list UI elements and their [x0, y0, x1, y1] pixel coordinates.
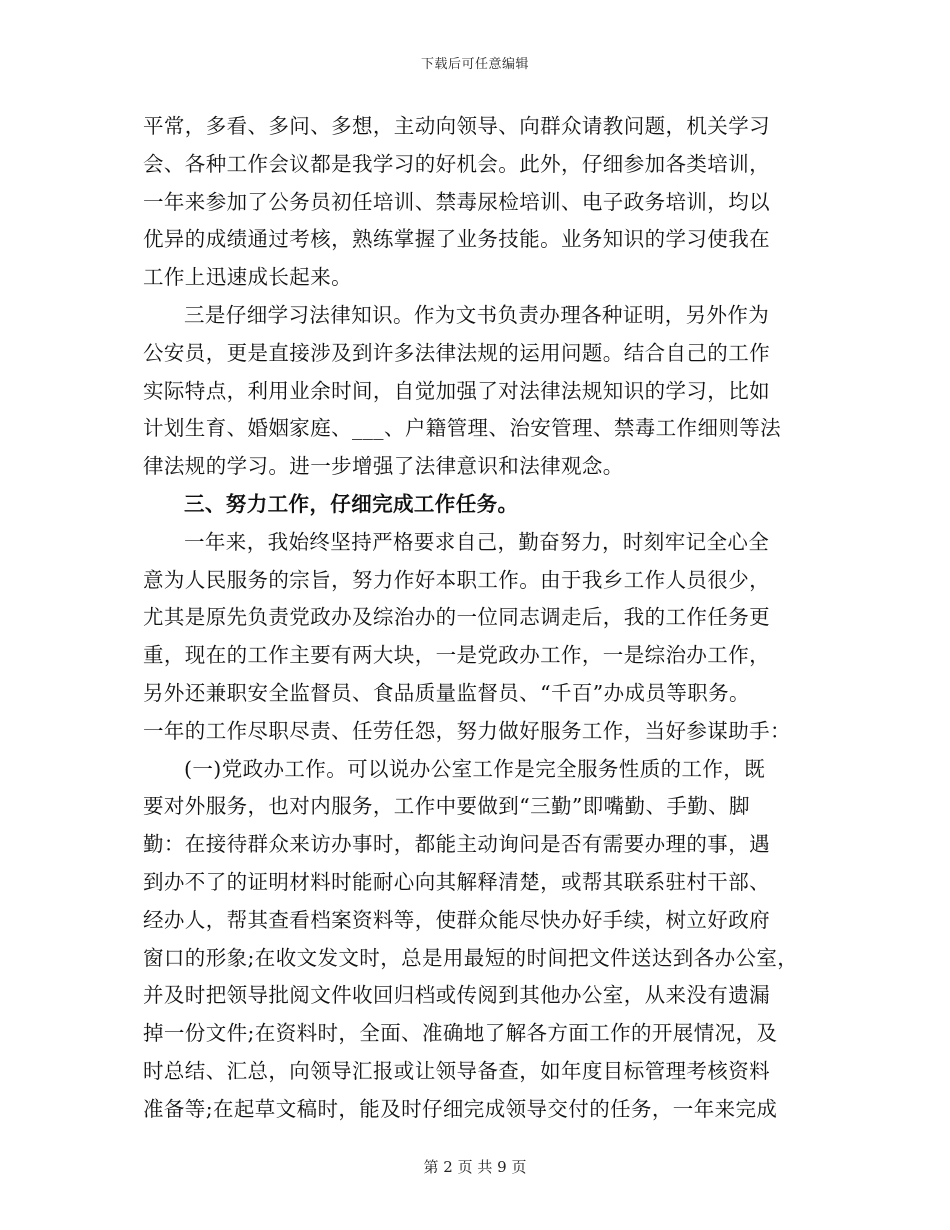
paragraph-line: 并及时把领导批阅文件收回归档或传阅到其他办公室，从来没有遗漏 — [143, 983, 770, 1008]
paragraph-line: 优异的成绩通过考核，熟练掌握了业务技能。业务知识的学习使我在 — [143, 227, 770, 252]
paragraph-line: 一年的工作尽职尽责、任劳任怨，努力做好服务工作，当好参谋助手： — [143, 718, 791, 743]
paragraph-line: 重，现在的工作主要有两大块，一是党政办工作，一是综治办工作， — [143, 643, 770, 668]
paragraph-line: 一年来，我始终坚持严格要求自己，勤奋努力，时刻牢记全心全 — [184, 529, 770, 554]
paragraph-line: 窗口的形象;在收文发文时，总是用最短的时间把文件送达到各办公室， — [143, 945, 799, 970]
paragraph-line: 尤其是原先负责党政办及综治办的一位同志调走后，我的工作任务更 — [143, 605, 770, 630]
paragraph-line: 公安员，更是直接涉及到许多法律法规的运用问题。结合自己的工作 — [143, 340, 770, 365]
paragraph-line: 一年来参加了公务员初任培训、禁毒尿检培训、电子政务培训，均以 — [143, 189, 770, 214]
paragraph-line: 三是仔细学习法律知识。作为文书负责办理各种证明，另外作为 — [184, 302, 770, 327]
paragraph-line: 会、各种工作会议都是我学习的好机会。此外，仔细参加各类培训， — [143, 151, 770, 176]
section-heading-line: 三、努力工作，仔细完成工作任务。 — [184, 491, 519, 516]
paragraph-line: 平常，多看、多问、多想，主动向领导、向群众请教问题，机关学习 — [143, 114, 770, 138]
paragraph-line: 准备等;在起草文稿时，能及时仔细完成领导交付的任务，一年来完成 — [143, 1096, 778, 1121]
paragraph-line: 勤：在接待群众来访办事时，都能主动询问是否有需要办理的事，遇 — [143, 832, 770, 857]
paragraph-line: 另外还兼职安全监督员、食品质量监督员、“千百”办成员等职务。 — [143, 680, 750, 705]
paragraph-line: 掉一份文件;在资料时，全面、准确地了解各方面工作的开展情况，及 — [143, 1021, 778, 1046]
paragraph-line: 律法规的学习。进一步增强了法律意识和法律观念。 — [143, 454, 624, 479]
paragraph-line: (一)党政办工作。可以说办公室工作是完全服务性质的工作，既 — [184, 756, 766, 781]
paragraph-line: 意为人民服务的宗旨，努力作好本职工作。由于我乡工作人员很少， — [143, 567, 770, 592]
paragraph-line: 实际特点，利用业余时间，自觉加强了对法律法规知识的学习，比如 — [143, 378, 770, 403]
paragraph-line: 工作上迅速成长起来。 — [143, 265, 352, 290]
document-body — [143, 108, 823, 1129]
paragraph-line: 要对外服务，也对内服务，工作中要做到“三勤”即嘴勤、手勤、脚 — [143, 794, 750, 819]
paragraph-line: 计划生育、婚姻家庭、___、户籍管理、治安管理、禁毒工作细则等法 — [143, 416, 782, 441]
page-header: 下载后可任意编辑 — [420, 57, 529, 72]
page-footer: 第 2 页 共 9 页 — [423, 1158, 527, 1176]
paragraph-line: 经办人，帮其查看档案资料等，使群众能尽快办好手续，树立好政府 — [143, 907, 770, 932]
paragraph-line: 到办不了的证明材料时能耐心向其解释清楚，或帮其联系驻村干部、 — [143, 869, 770, 894]
paragraph-line: 时总结、汇总，向领导汇报或让领导备查，如年度目标管理考核资料 — [143, 1058, 770, 1083]
